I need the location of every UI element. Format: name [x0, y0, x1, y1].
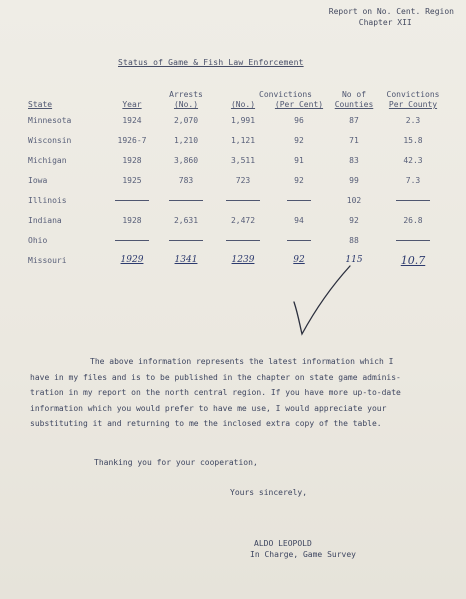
body-line: have in my files and is to be published in the chapter on state game adminis-: [30, 372, 401, 382]
cell-pct: 91: [294, 155, 304, 165]
header-line-2: Chapter XII: [358, 18, 412, 27]
header-arrests: Arrests (No.): [169, 90, 203, 109]
cell-arrests-handwritten: 1341: [174, 255, 198, 265]
cell-conv: 1,991: [230, 115, 256, 125]
table-title: Status of Game & Fish Law Enforcement: [118, 58, 304, 67]
header-state: State: [28, 100, 53, 109]
cell-counties-handwritten: 115: [345, 255, 363, 265]
cell-counties: 102: [346, 195, 362, 205]
table-row: [28, 250, 444, 270]
header-conv-pct: (Per Cent): [274, 100, 324, 109]
cell-cpc-blank: [382, 190, 444, 210]
cell-arrests: 1,210: [173, 135, 199, 145]
report-header: [329, 6, 454, 28]
cell-state: Iowa: [28, 175, 48, 185]
checkmark-icon: [290, 262, 354, 338]
cell-counties: 88: [349, 235, 359, 245]
blank-line: [169, 200, 203, 201]
cell-year: 1926-7: [117, 135, 147, 145]
cell-conv: 3,511: [230, 155, 256, 165]
cell-conv: 723: [235, 175, 251, 185]
cell-pct: 92: [294, 135, 304, 145]
table-row: [28, 170, 444, 190]
cell-state: Indiana: [28, 215, 62, 225]
cell-year-blank: [106, 190, 158, 210]
body-line: information which you would prefer to have me use, I would appreciate your: [30, 403, 387, 413]
cell-arrests: 2,631: [173, 215, 199, 225]
blank-line: [287, 200, 311, 201]
cell-counties: 87: [349, 115, 359, 125]
cell-counties: 83: [349, 155, 359, 165]
cell-conv-blank: [214, 230, 272, 250]
table-row: [28, 130, 444, 150]
cell-cpc-handwritten: 10.7: [400, 253, 426, 267]
closing-line: Yours sincerely,: [230, 488, 308, 497]
cell-year-handwritten: 1929: [120, 255, 144, 265]
cell-pct: 92: [294, 175, 304, 185]
table-row: [28, 110, 444, 130]
cell-counties: 71: [349, 135, 359, 145]
cell-year: 1928: [122, 215, 142, 225]
cell-counties: 92: [349, 215, 359, 225]
header-counties: No of Counties: [334, 90, 374, 109]
cell-pct-handwritten: 92: [293, 255, 305, 265]
cell-cpc: 15.8: [403, 135, 423, 145]
cell-pct: 94: [294, 215, 304, 225]
body-line: The above information represents the latest information which I: [90, 357, 394, 366]
cell-counties: 99: [349, 175, 359, 185]
table-row: [28, 190, 444, 210]
signer-name: ALDO LEOPOLD: [254, 539, 312, 548]
cell-state: Ohio: [28, 235, 48, 245]
header-conv-no: Convictions (No.): [230, 90, 312, 109]
table-row: [28, 210, 444, 230]
cell-cpc: 7.3: [405, 175, 421, 185]
cell-year: 1924: [122, 115, 142, 125]
cell-pct-blank: [272, 190, 326, 210]
body-line: tration in my report on the north central region. If you have more up-to-date: [30, 388, 401, 397]
signer-title: In Charge, Game Survey: [250, 550, 356, 559]
table-row: [28, 150, 444, 170]
thanks-line: Thanking you for your cooperation,: [94, 458, 258, 467]
blank-line: [226, 240, 260, 241]
body-line: substituting it and returning to me the inclosed extra copy of the table.: [30, 419, 382, 428]
blank-line: [115, 200, 149, 201]
header-year: Year: [122, 100, 142, 109]
header-line-1: Report on No. Cent. Region: [328, 7, 454, 16]
cell-conv-handwritten: 1239: [231, 255, 255, 265]
cell-cpc-blank: [382, 230, 444, 250]
cell-state: Michigan: [28, 155, 67, 165]
cell-pct-blank: [272, 230, 326, 250]
header-conv-per-county: Convictions Per County: [386, 90, 440, 109]
cell-conv: 2,472: [230, 215, 256, 225]
blank-line: [396, 240, 430, 241]
cell-pct: 96: [294, 115, 304, 125]
cell-year: 1928: [122, 155, 142, 165]
cell-conv-blank: [214, 190, 272, 210]
cell-arrests: 2,070: [173, 115, 199, 125]
blank-line: [226, 200, 260, 201]
cell-arrests-blank: [158, 230, 214, 250]
cell-conv: 1,121: [230, 135, 256, 145]
blank-line: [115, 240, 149, 241]
cell-year-blank: [106, 230, 158, 250]
blank-line: [396, 200, 430, 201]
cell-arrests: 783: [178, 175, 194, 185]
cell-state: Minnesota: [28, 115, 72, 125]
cell-state: Wisconsin: [28, 135, 72, 145]
cell-year: 1925: [122, 175, 142, 185]
enforcement-table: [28, 86, 444, 270]
blank-line: [287, 240, 311, 241]
table-row: [28, 230, 444, 250]
body-paragraph: [30, 354, 450, 432]
cell-arrests-blank: [158, 190, 214, 210]
blank-line: [169, 240, 203, 241]
cell-state: Missouri: [28, 255, 67, 265]
cell-cpc: 42.3: [403, 155, 423, 165]
signature-block: [250, 538, 356, 560]
table-header-row: [28, 86, 444, 110]
cell-state: Illinois: [28, 195, 67, 205]
cell-cpc: 2.3: [405, 115, 421, 125]
cell-arrests: 3,860: [173, 155, 199, 165]
cell-cpc: 26.8: [403, 215, 423, 225]
